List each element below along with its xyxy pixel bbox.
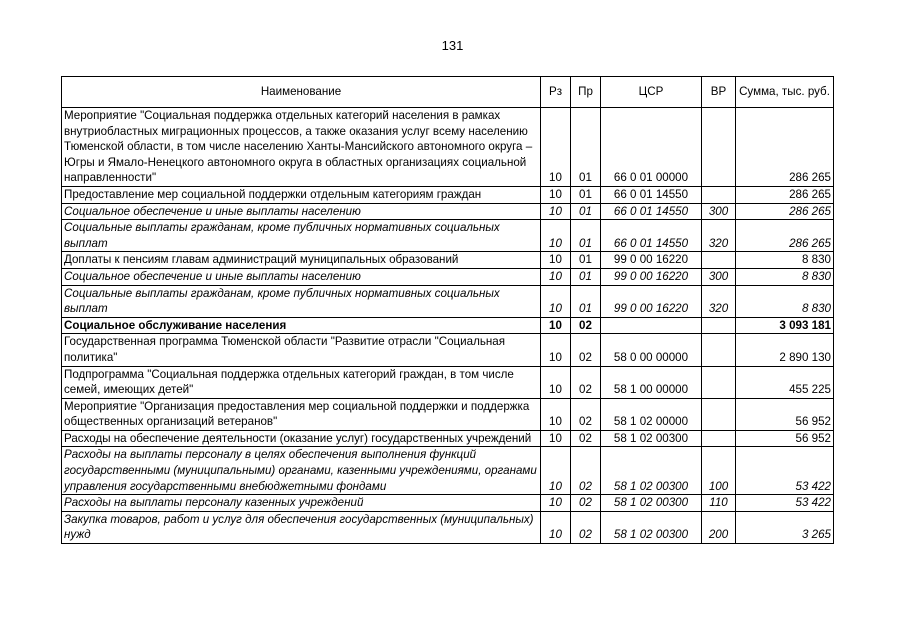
cell-name: Социальные выплаты гражданам, кроме публичных нормативных социальных выплат [62,285,541,317]
cell-csr: 58 1 02 00300 [601,447,702,495]
cell-pr: 02 [571,495,601,512]
header-sum: Сумма, тыс. руб. [736,77,834,108]
cell-name: Расходы на обеспечение деятельности (оказание услуг) государственных учреждений [62,430,541,447]
header-rz: Рз [541,77,571,108]
table-row [62,317,834,334]
cell-vr [702,108,736,187]
cell-sum: 286 265 [736,108,834,187]
cell-pr: 01 [571,203,601,220]
budget-table [61,76,834,544]
table-row [62,398,834,430]
cell-csr: 99 0 00 16220 [601,285,702,317]
cell-csr: 66 0 01 14550 [601,186,702,203]
table-row [62,511,834,543]
cell-pr: 02 [571,398,601,430]
cell-rz: 10 [541,398,571,430]
cell-sum: 2 890 130 [736,334,834,366]
cell-vr: 200 [702,511,736,543]
cell-rz: 10 [541,317,571,334]
table-row [62,495,834,512]
cell-csr: 58 1 02 00300 [601,495,702,512]
cell-pr: 01 [571,186,601,203]
cell-sum: 56 952 [736,398,834,430]
table-row [62,186,834,203]
cell-csr [601,317,702,334]
cell-rz: 10 [541,220,571,252]
table-row [62,220,834,252]
cell-name: Социальное обеспечение и иные выплаты населению [62,268,541,285]
cell-name: Социальное обеспечение и иные выплаты населению [62,203,541,220]
cell-vr: 300 [702,203,736,220]
cell-sum: 8 830 [736,268,834,285]
cell-vr [702,252,736,269]
cell-name: Подпрограмма "Социальная поддержка отдельных категорий граждан, в том числе семей, имеющих детей" [62,366,541,398]
table-row [62,366,834,398]
cell-sum: 3 093 181 [736,317,834,334]
cell-name: Мероприятие "Социальная поддержка отдельных категорий населения в рамках внутриобластных миграционных процессов, а также оказания услуг всему населению Тюменской области, в том числе населению Ханты-Мансийского автономного округа – Югры и Ямало-Ненецкого автономного округа в областных организациях социальной направленности" [62,108,541,187]
cell-csr: 58 1 02 00000 [601,398,702,430]
cell-vr: 300 [702,268,736,285]
cell-vr [702,317,736,334]
cell-pr: 01 [571,220,601,252]
cell-name: Социальные выплаты гражданам, кроме публичных нормативных социальных выплат [62,220,541,252]
table-row [62,203,834,220]
cell-vr [702,430,736,447]
cell-sum: 286 265 [736,220,834,252]
header-csr: ЦСР [601,77,702,108]
cell-rz: 10 [541,495,571,512]
cell-csr: 58 0 00 00000 [601,334,702,366]
cell-vr: 320 [702,285,736,317]
cell-vr: 100 [702,447,736,495]
cell-rz: 10 [541,108,571,187]
cell-rz: 10 [541,366,571,398]
cell-sum: 8 830 [736,285,834,317]
cell-csr: 58 1 02 00300 [601,430,702,447]
cell-sum: 56 952 [736,430,834,447]
cell-pr: 01 [571,108,601,187]
cell-csr: 66 0 01 14550 [601,203,702,220]
cell-name: Государственная программа Тюменской области "Развитие отрасли "Социальная политика" [62,334,541,366]
cell-csr: 58 1 02 00300 [601,511,702,543]
cell-name: Социальное обслуживание населения [62,317,541,334]
cell-sum: 3 265 [736,511,834,543]
cell-name: Предоставление мер социальной поддержки отдельным категориям граждан [62,186,541,203]
cell-csr: 58 1 00 00000 [601,366,702,398]
cell-sum: 8 830 [736,252,834,269]
cell-rz: 10 [541,511,571,543]
table-row [62,285,834,317]
cell-pr: 02 [571,447,601,495]
cell-sum: 455 225 [736,366,834,398]
header-vr: ВР [702,77,736,108]
cell-pr: 01 [571,285,601,317]
header-name: Наименование [62,77,541,108]
table-row [62,268,834,285]
table-header-row [62,77,834,108]
cell-vr [702,366,736,398]
cell-name: Доплаты к пенсиям главам администраций муниципальных образований [62,252,541,269]
cell-name: Закупка товаров, работ и услуг для обеспечения государственных (муниципальных) нужд [62,511,541,543]
cell-rz: 10 [541,268,571,285]
cell-name: Мероприятие "Организация предоставления мер социальной поддержки и поддержка общественных организаций ветеранов" [62,398,541,430]
table-row [62,252,834,269]
cell-pr: 02 [571,334,601,366]
cell-sum: 53 422 [736,447,834,495]
table-row [62,108,834,187]
cell-vr: 110 [702,495,736,512]
cell-csr: 99 0 00 16220 [601,252,702,269]
cell-csr: 66 0 01 00000 [601,108,702,187]
table-row [62,430,834,447]
cell-sum: 53 422 [736,495,834,512]
cell-pr: 02 [571,366,601,398]
cell-name: Расходы на выплаты персоналу в целях обеспечения выполнения функций государственными (муниципальными) органами, казенными учреждениями, органами управления государственными внебюджетными фондами [62,447,541,495]
table-row [62,447,834,495]
cell-rz: 10 [541,447,571,495]
cell-rz: 10 [541,252,571,269]
cell-rz: 10 [541,430,571,447]
cell-vr: 320 [702,220,736,252]
cell-vr [702,186,736,203]
cell-pr: 01 [571,268,601,285]
cell-rz: 10 [541,203,571,220]
cell-rz: 10 [541,285,571,317]
cell-sum: 286 265 [736,186,834,203]
cell-rz: 10 [541,334,571,366]
cell-vr [702,334,736,366]
cell-csr: 99 0 00 16220 [601,268,702,285]
cell-pr: 02 [571,430,601,447]
cell-csr: 66 0 01 14550 [601,220,702,252]
header-pr: Пр [571,77,601,108]
cell-pr: 02 [571,317,601,334]
cell-pr: 02 [571,511,601,543]
cell-vr [702,398,736,430]
cell-sum: 286 265 [736,203,834,220]
table-row [62,334,834,366]
page-number: 131 [441,38,464,53]
cell-name: Расходы на выплаты персоналу казенных учреждений [62,495,541,512]
cell-rz: 10 [541,186,571,203]
cell-pr: 01 [571,252,601,269]
